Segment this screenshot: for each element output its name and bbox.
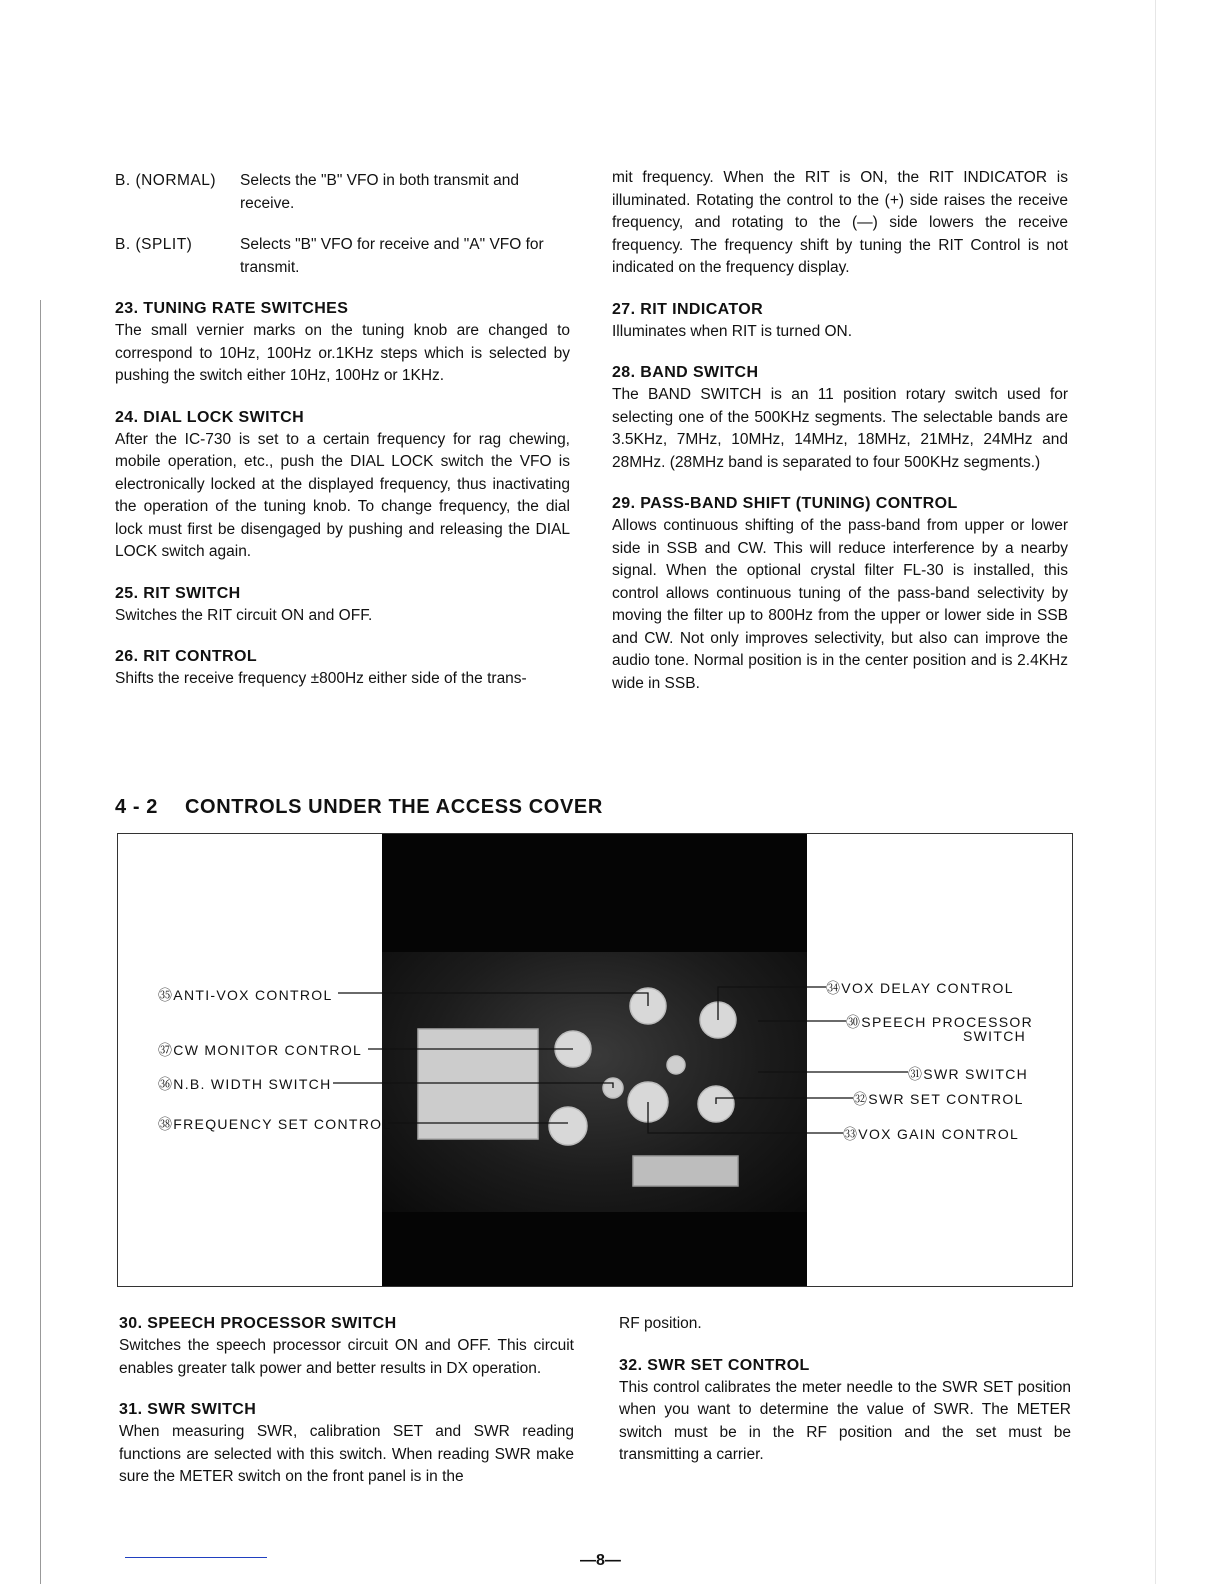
- label-speech-processor-switch: ㉚SPEECH PROCESSOR: [846, 1014, 1034, 1030]
- section-32: [619, 1355, 1071, 1467]
- switch-knob: [667, 1056, 685, 1074]
- footer-rule: [125, 1557, 267, 1558]
- label-anti-vox-control: ㉟ANTI-VOX CONTROL: [158, 987, 333, 1003]
- section-title: 30. SPEECH PROCESSOR SWITCH: [119, 1315, 397, 1332]
- pot-knob: [549, 1107, 587, 1145]
- vfo-mode-desc: Selects the "B" VFO in both transmit and receive.: [240, 172, 519, 212]
- section-body: This control calibrates the meter needle to the SWR SET position when you want to determine the value of SWR. The METER switch must be in the RF position and the set must be transmitting a carrier.: [619, 1378, 1071, 1463]
- section-body: Switches the speech processor circuit ON and OFF. This circuit enables greater talk power and better results in DX operation.: [119, 1337, 574, 1377]
- section-title: 25. RIT SWITCH: [115, 584, 241, 602]
- section-24: [115, 407, 570, 564]
- section-body: Illuminates when RIT is turned ON.: [612, 322, 853, 340]
- label-nb-width-switch: ㊱N.B. WIDTH SWITCH: [158, 1076, 332, 1092]
- callout-33: [648, 1102, 843, 1133]
- label-cw-monitor-control: ㊲CW MONITOR CONTROL: [158, 1042, 363, 1058]
- section-title: 32. SWR SET CONTROL: [619, 1356, 810, 1374]
- section-title: 31. SWR SWITCH: [119, 1401, 257, 1418]
- vfo-mode-desc: Selects "B" VFO for receive and "A" VFO for transmit.: [240, 236, 544, 276]
- section-27: [612, 299, 1068, 344]
- label-swr-switch: ㉛SWR SWITCH: [908, 1066, 1029, 1082]
- section-body: The BAND SWITCH is an 11 position rotary switch used for selecting one of the 500KHz segments. The selectable bands are 3.5KHz, 7MHz, 10MHz, 14MHz, 18MHz, 21MHz, 24MHz and 28MHz. (28MHz band is separated to four 500KHz segments.): [612, 386, 1068, 471]
- section-body: After the IC-730 is set to a certain frequency for rag chewing, mobile operation, etc., push the DIAL LOCK switch the VFO is electronically locked at the displayed frequency, thus inactivating the operation of the tuning knob. To change frequency, the dial lock must first be disengaged by pushing and releasing the DIAL LOCK switch again.: [115, 430, 570, 560]
- right-margin-shadow: [1155, 0, 1156, 1584]
- section-title: 27. RIT INDICATOR: [612, 300, 764, 318]
- section-title: 29. PASS-BAND SHIFT (TUNING) CONTROL: [612, 495, 958, 512]
- callout-35: [338, 993, 648, 1006]
- section-26: [115, 646, 570, 691]
- section-body: Shifts the receive frequency ±800Hz either side of the trans-: [115, 670, 527, 687]
- section-31: [119, 1399, 574, 1489]
- access-cover-figure: [117, 833, 1073, 1287]
- section-25: [115, 583, 570, 628]
- section-title: 23. TUNING RATE SWITCHES: [115, 300, 349, 317]
- bottom-right-column: [619, 1313, 1071, 1486]
- section-body: The small vernier marks on the tuning knob are changed to correspond to 10Hz, 100Hz or.1KHz steps which is selected by pushing the switch either 10Hz, 100Hz or 1KHz.: [115, 322, 570, 384]
- top-left-column: [115, 170, 570, 710]
- connector-block: [633, 1156, 738, 1186]
- section-heading-title: CONTROLS UNDER THE ACCESS COVER: [185, 796, 603, 818]
- rit-control-continuation: mit frequency. When the RIT is ON, the RIT INDICATOR is illuminated. Rotating the control to the (+) side raises the receive frequency, and rotating to the (—) side lowers the receive frequency. The frequency shift by tuning the RIT Control is not indicated on the frequency display.: [612, 169, 1068, 276]
- section-title: 26. RIT CONTROL: [115, 648, 258, 665]
- vfo-mode-normal: [115, 170, 570, 215]
- vfo-mode-split: [115, 234, 570, 279]
- section-body: Allows continuous shifting of the pass-band from upper or lower side in SSB and CW. This will reduce interference by a nearby signal. When the optional crystal filter FL-30 is installed, this control allows continuous tuning of the pass-band selectivity by moving the filter up to 800Hz from the upper or lower side in SSB and CW. Not only improves selectivity, but also can improve the audio tone. Normal position is in the center position and is 2.4KHz wide in SSB.: [612, 517, 1068, 692]
- section-body: When measuring SWR, calibration SET and SWR reading functions are selected with this switch. When reading SWR make sure the METER switch on the front panel is in the: [119, 1423, 574, 1485]
- label-swr-set-control: ㉜SWR SET CONTROL: [853, 1091, 1024, 1107]
- label-vox-delay-control: ㉞VOX DELAY CONTROL: [826, 980, 1014, 996]
- page-number: —8—: [580, 1552, 621, 1569]
- section-28: [612, 362, 1068, 474]
- label-vox-gain-control: ㉝VOX GAIN CONTROL: [843, 1126, 1020, 1142]
- top-right-column: [612, 167, 1068, 714]
- section-body: Switches the RIT circuit ON and OFF.: [115, 606, 373, 624]
- section-29: [612, 493, 1068, 695]
- vfo-mode-key: B. (SPLIT): [115, 236, 193, 253]
- swr-switch-continuation: RF position.: [619, 1315, 702, 1332]
- label-speech-processor-switch-2: SWITCH: [963, 1028, 1027, 1044]
- callout-32: [716, 1098, 853, 1104]
- section-heading-number: 4 - 2: [115, 796, 159, 818]
- section-title: 28. BAND SWITCH: [612, 364, 759, 381]
- label-frequency-set-control: ㊳FREQUENCY SET CONTROL: [158, 1116, 392, 1132]
- section-30: [119, 1313, 574, 1380]
- section-title: 24. DIAL LOCK SWITCH: [115, 408, 305, 426]
- section-heading: [115, 796, 603, 819]
- left-margin-rule: [40, 300, 41, 1584]
- section-23: [115, 298, 570, 388]
- vfo-mode-key: B. (NORMAL): [115, 172, 217, 189]
- callout-lines: [118, 834, 1072, 1286]
- bottom-left-column: [119, 1313, 574, 1508]
